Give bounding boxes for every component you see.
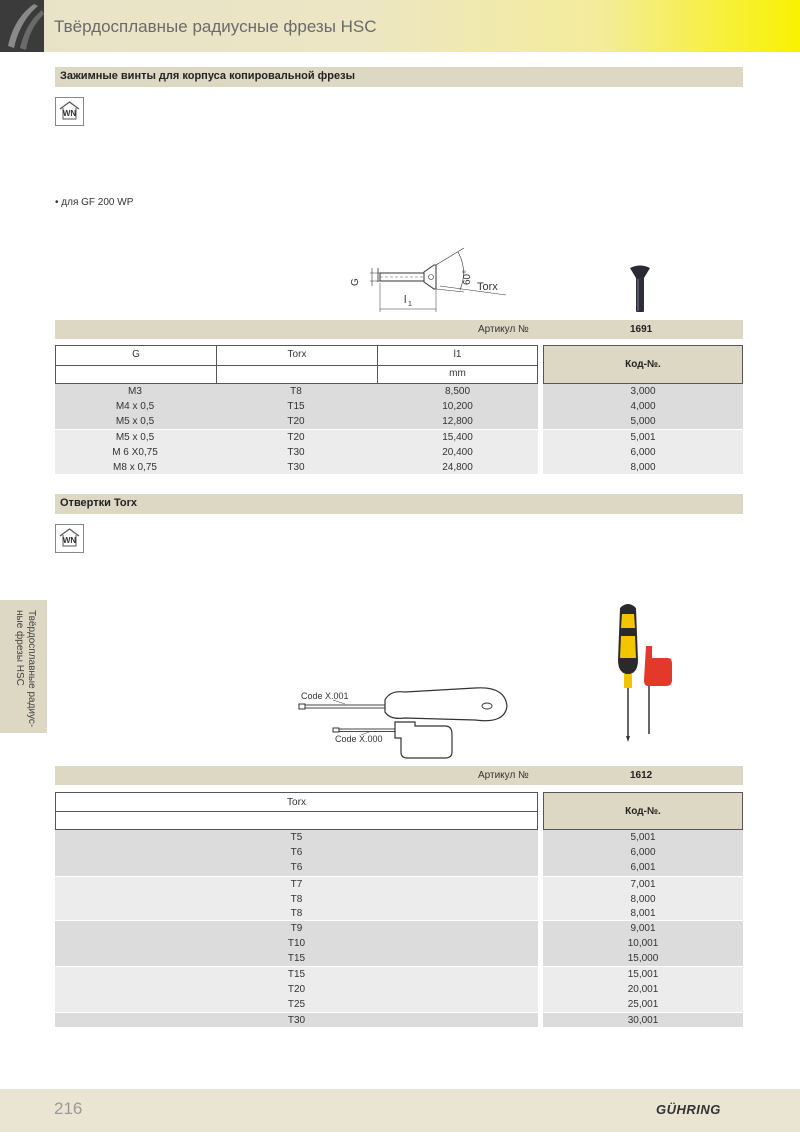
cell-l1: 12,800 <box>442 416 473 427</box>
cell-torx: T8 <box>290 894 303 905</box>
l1-label: l <box>404 294 407 306</box>
cell-torx: T6 <box>290 847 303 858</box>
side-chapter-tab[interactable] <box>0 600 47 733</box>
svg-text:1: 1 <box>408 301 412 308</box>
cell-code: 5,000 <box>630 416 656 427</box>
cell-g: M5 x 0,5 <box>115 432 155 443</box>
page-number: 216 <box>54 1099 83 1118</box>
article-bar-1691 <box>55 320 743 339</box>
cell-l1: 10,200 <box>442 401 473 412</box>
cell-torx: T6 <box>290 862 303 873</box>
cell-g: M4 x 0,5 <box>115 401 155 412</box>
cell-g: M 6 X0,75 <box>112 447 158 458</box>
angle-label: 60° <box>462 269 473 285</box>
screw-technical-drawing <box>340 240 520 315</box>
cell-code: 6,000 <box>630 447 656 458</box>
screwdrivers-table-header <box>55 792 538 830</box>
cell-torx: T7 <box>290 879 303 890</box>
screw-photo <box>628 264 652 314</box>
dimension-g-label: G <box>350 278 361 286</box>
cell-code: 5,001 <box>630 432 656 443</box>
col-torx: Torx <box>287 349 307 360</box>
cell-torx: T10 <box>287 938 306 949</box>
brand-logo: GÜHRING <box>656 1102 721 1117</box>
article-label: Артикул № <box>478 770 529 781</box>
page-header <box>0 0 800 52</box>
cell-g: M5 x 0,5 <box>115 416 155 427</box>
section-title: Зажимные винты для корпуса копировальной фрезы <box>60 70 355 82</box>
cell-l1: 20,400 <box>442 447 473 458</box>
cell-l1: 24,800 <box>442 462 473 473</box>
cell-torx: T25 <box>287 999 306 1010</box>
code-column-header: Код-№. <box>543 345 743 384</box>
code-x000-label: Code X.000 <box>335 734 383 744</box>
cell-code: 3,000 <box>630 386 656 397</box>
logo-icon <box>0 0 44 52</box>
article-number: 1691 <box>630 324 653 335</box>
screwdriver-photo <box>600 600 680 745</box>
cell-code: 20,001 <box>627 984 659 995</box>
col-torx: Torx <box>287 797 306 808</box>
cell-code: 9,001 <box>630 923 656 934</box>
code-column-header: Код-№. <box>543 792 743 830</box>
cell-torx: T8 <box>290 908 303 919</box>
cell-code: 15,001 <box>627 969 659 980</box>
cell-torx: T30 <box>287 1015 306 1026</box>
cell-torx: T15 <box>287 969 306 980</box>
col-g: G <box>132 349 140 360</box>
cell-torx: T30 <box>287 447 305 458</box>
cell-code: 5,001 <box>630 832 656 843</box>
usage-note: • для GF 200 WP <box>55 197 134 208</box>
cell-l1: 8,500 <box>444 386 471 397</box>
cell-code: 25,001 <box>627 999 659 1010</box>
article-number: 1612 <box>630 770 653 781</box>
cell-code: 7,001 <box>630 879 656 890</box>
cell-torx: T5 <box>290 832 303 843</box>
cell-code: 30,001 <box>627 1015 659 1026</box>
section-title: Отвертки Torx <box>60 497 137 509</box>
cell-torx: T8 <box>290 386 302 397</box>
col-l1: l1 <box>453 349 462 360</box>
cell-g: M8 x 0,75 <box>113 462 157 473</box>
cell-torx: T15 <box>287 401 305 412</box>
section-title-bar-screws <box>55 67 743 87</box>
cell-code: 6,001 <box>630 862 656 873</box>
cell-code: 8,001 <box>630 908 656 919</box>
code-x001-label: Code X.001 <box>301 691 349 701</box>
cell-code: 8,000 <box>630 462 656 473</box>
cell-l1: 15,400 <box>442 432 473 443</box>
screws-table-header <box>55 345 538 384</box>
page-title: Твёрдосплавные радиусные фрезы HSC <box>54 17 377 36</box>
cell-code: 4,000 <box>630 401 656 412</box>
cell-torx: T20 <box>287 984 306 995</box>
cell-torx: T9 <box>290 923 303 934</box>
side-tab-line1: Твёрдосплавные радиус- <box>26 610 37 728</box>
cell-code: 6,000 <box>630 847 656 858</box>
cell-code: 8,000 <box>630 894 656 905</box>
wn-standard-icon: WN <box>55 97 84 126</box>
cell-code: 15,000 <box>627 953 659 964</box>
torx-label: Torx <box>477 281 498 293</box>
cell-code: 10,001 <box>627 938 659 949</box>
page-footer <box>0 1089 800 1132</box>
cell-torx: T20 <box>287 432 305 443</box>
cell-torx: T15 <box>287 953 306 964</box>
cell-torx: T20 <box>287 416 305 427</box>
section-title-bar-screwdrivers <box>55 494 743 514</box>
side-tab-line2: ные фрезы HSC <box>14 610 25 686</box>
article-label: Артикул № <box>478 324 529 335</box>
cell-g: M3 <box>128 386 142 397</box>
col-unit: mm <box>449 368 466 379</box>
wn-standard-icon: WN <box>55 524 84 553</box>
article-bar-1612 <box>55 766 743 785</box>
cell-torx: T30 <box>287 462 305 473</box>
screwdriver-technical-drawing <box>295 680 515 765</box>
